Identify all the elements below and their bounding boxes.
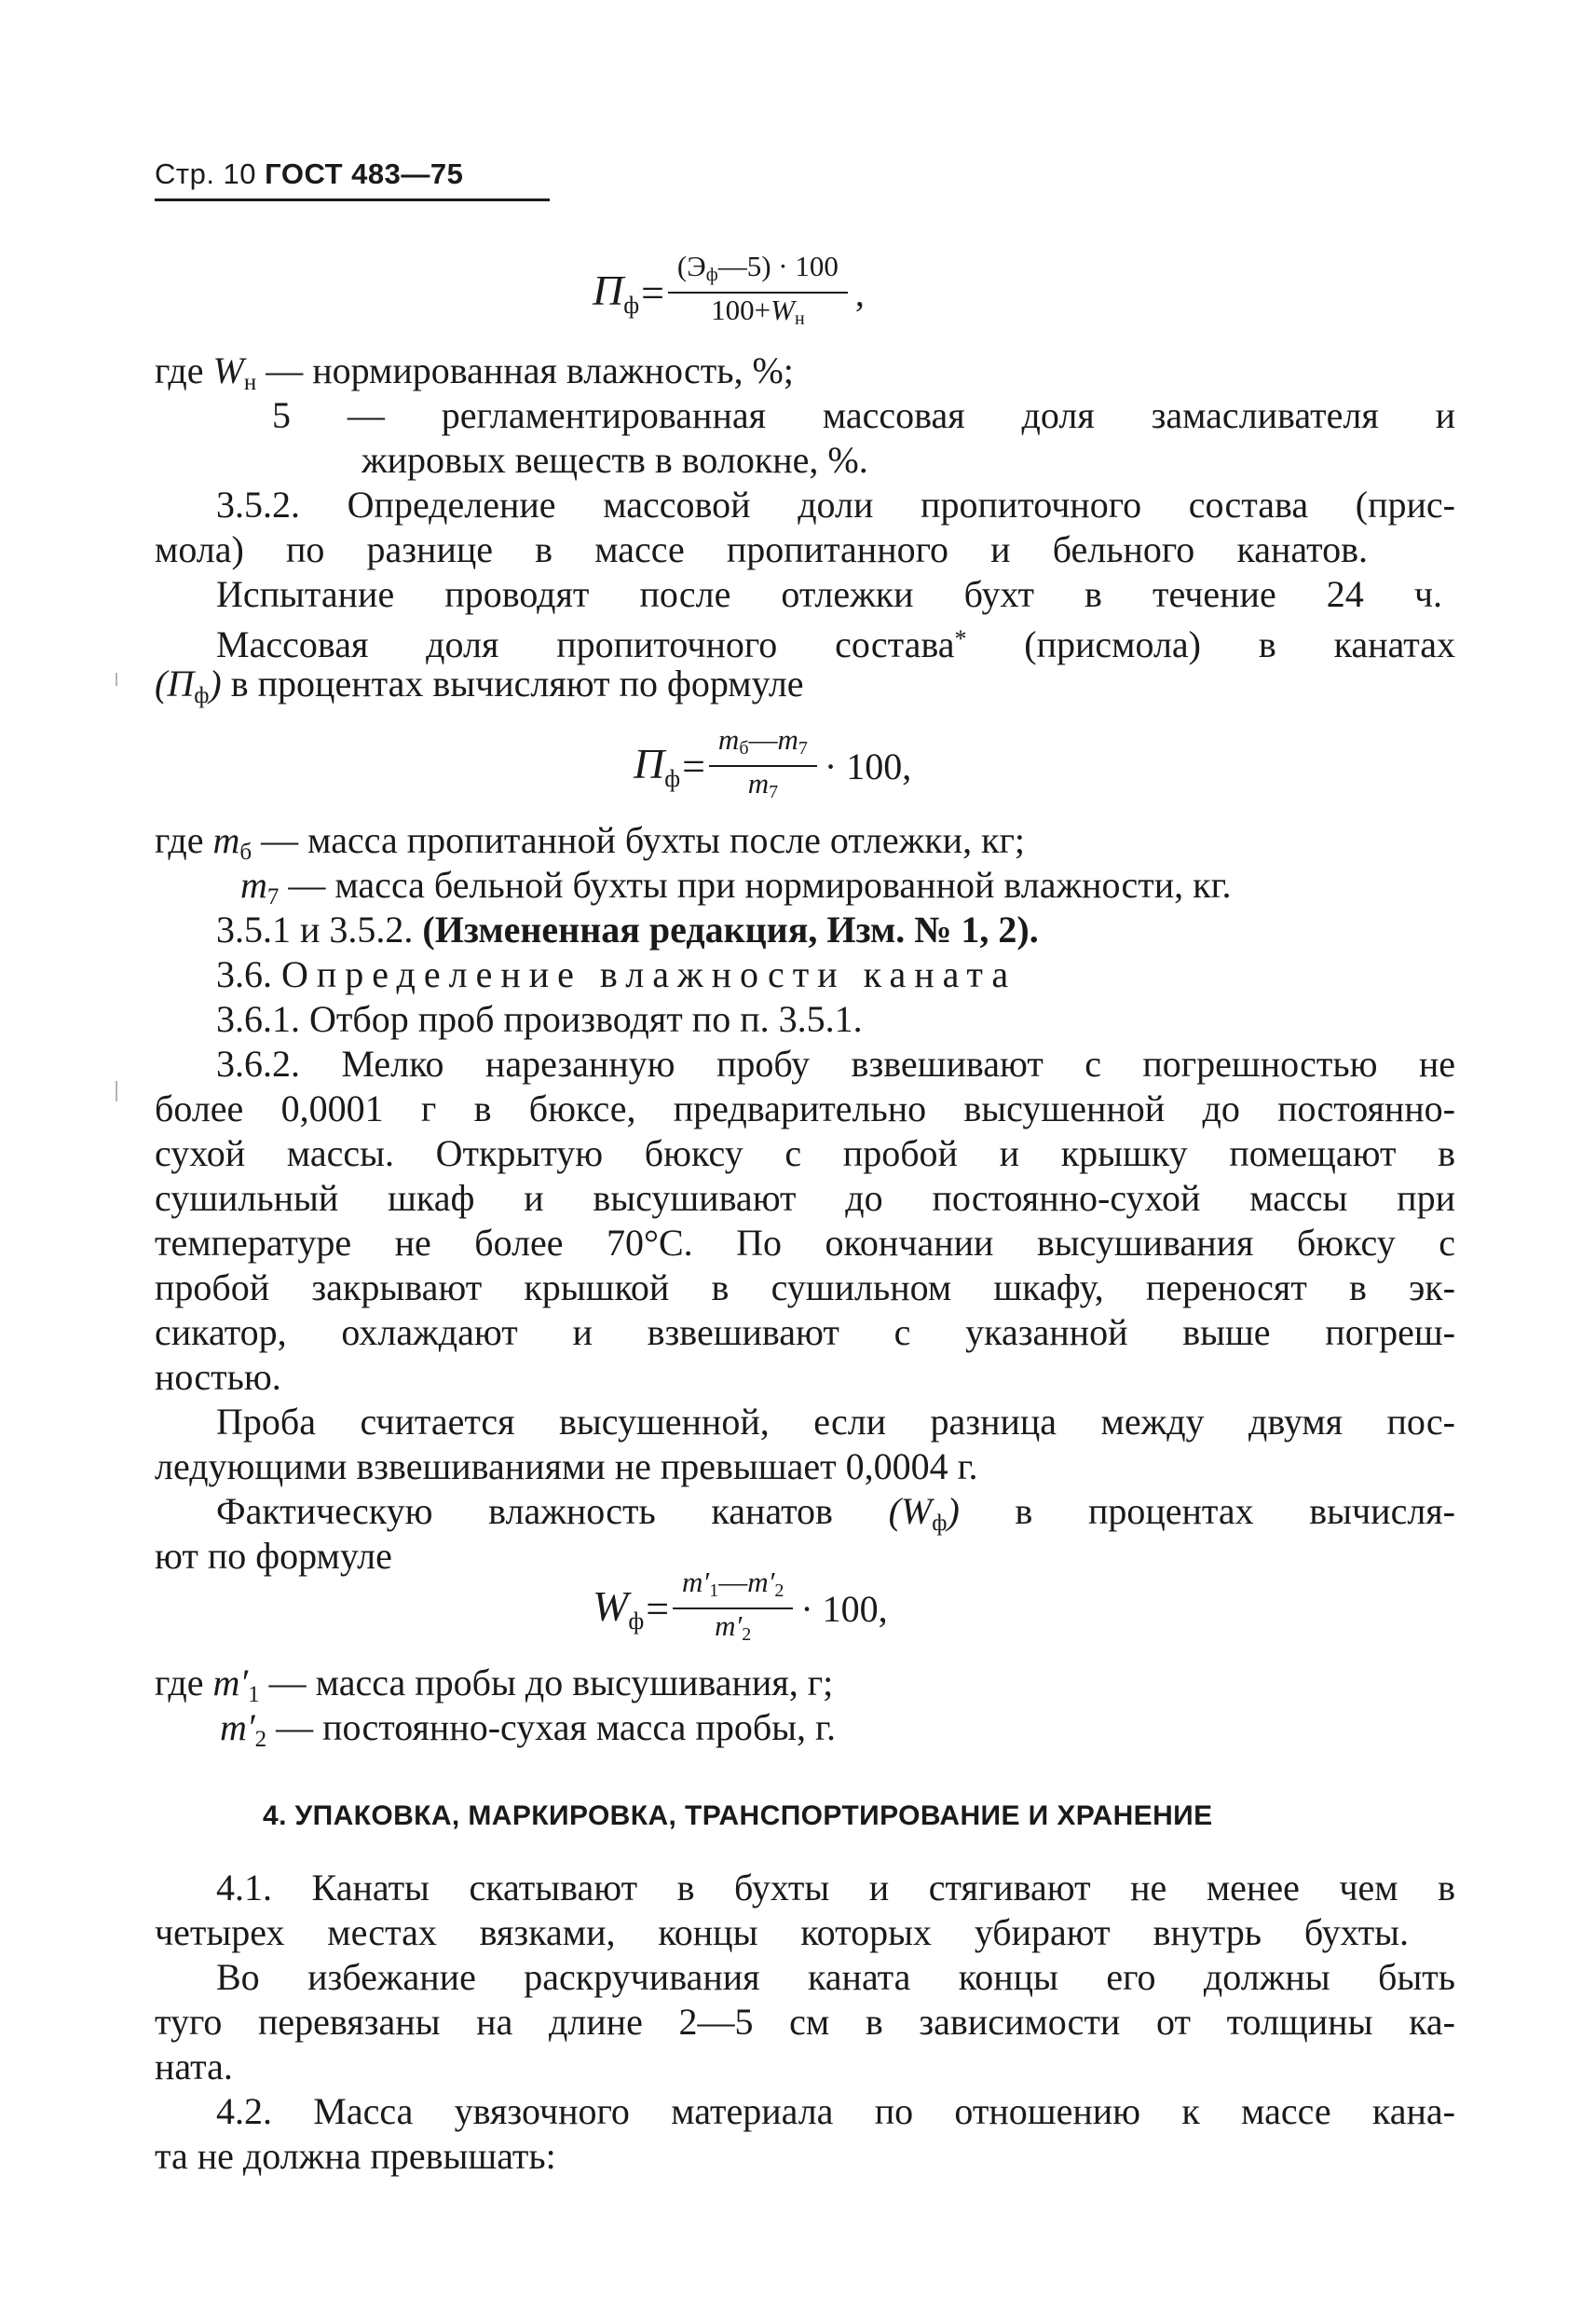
header-rule xyxy=(155,198,550,201)
p362-line-2: более 0,0001 г в бюксе, предварительно высушенной до постоянно- xyxy=(155,1088,1455,1129)
standard-number: ГОСТ 483—75 xyxy=(265,157,464,190)
fraction-numerator: mб—m7 xyxy=(717,723,808,759)
fraction-numerator: m′1—m′2 xyxy=(682,1566,784,1601)
formula-tail: , xyxy=(854,271,865,314)
p362-line-8: ностью. xyxy=(155,1356,281,1398)
p41-line-5: ната. xyxy=(155,2045,233,2087)
page-header xyxy=(155,157,550,201)
formula-lhs: Пф xyxy=(593,267,640,319)
fraction-numerator: (Эф—5) · 100 xyxy=(676,250,839,285)
p-dried-line-1: Проба считается высушенной, если разница между двумя пос- xyxy=(216,1401,1455,1443)
p41-line-4: туго перевязаны на длине 2—5 см в зависимости от толщины ка- xyxy=(155,2001,1455,2043)
p362-line-4: сушильный шкаф и высушивают до постоянно-сухой массы при xyxy=(155,1177,1455,1219)
formula-tail: · 100, xyxy=(824,745,912,787)
p352-line-2: мола) по разнице в массе пропитанного и бельного канатов. xyxy=(155,528,1368,570)
p42-line-2: та не должна превышать: xyxy=(155,2135,556,2177)
where-m6-line: где $m_б$ — масса пропитанной бухты после отлежки, кг; xyxy=(155,819,1026,865)
formula-pf-1 xyxy=(593,250,865,335)
p352-line-5: $(П_ф)$ в процентах вычисляют по формуле xyxy=(155,663,804,708)
p41-line-2: четырех местах вязками, концы которых убирают внутрь бухты. xyxy=(155,1911,1409,1953)
formula-fraction xyxy=(673,1566,793,1651)
p36-title: 3.6. Определение влажности каната xyxy=(216,953,1017,995)
fraction-denominator: m7 xyxy=(747,767,779,802)
p-dried-line-2: ледующими взвешиваниями не превышает 0,0004 г. xyxy=(155,1445,978,1487)
p352-line-1: 3.5.2. Определение массовой доли пропиточного состава (прис- xyxy=(216,484,1455,526)
p362-line-5: температуре не более 70°С. По окончании высушивания бюксу с xyxy=(155,1222,1455,1264)
p362-line-1: 3.6.2. Мелко нарезанную пробу взвешивают с погрешностью не xyxy=(216,1043,1455,1085)
where-five-line-1: 5 — регламентированная массовая доля замасливателя и xyxy=(272,394,1455,436)
p41-line-1: 4.1. Канаты скатывают в бухты и стягивают не менее чем в xyxy=(216,1867,1455,1908)
where-five-line-2: жировых веществ в волокне, %. xyxy=(361,439,868,481)
p41-line-3: Во избежание раскручивания каната концы его должны быть xyxy=(216,1956,1455,1998)
p352-line-3: Испытание проводят после отлежки бухт в течение 24 ч. xyxy=(216,573,1442,615)
where-m7-line: $m_7$ — масса бельной бухты при нормированной влажности, кг. xyxy=(240,864,1232,910)
where-m1-line: где $m'_1$ — масса пробы до высушивания, г; xyxy=(155,1662,834,1707)
header-text xyxy=(155,157,550,192)
formula-fraction xyxy=(709,723,817,809)
fraction-denominator: m′2 xyxy=(715,1609,752,1645)
scan-speck xyxy=(116,1081,117,1101)
p362-line-7: сикатор, охлаждают и взвешивают с указанной выше погреш- xyxy=(155,1311,1455,1353)
section-4-heading: 4. УПАКОВКА, МАРКИРОВКА, ТРАНСПОРТИРОВАНИЕ И ХРАНЕНИЕ xyxy=(263,1800,1213,1831)
fraction-denominator: 100+Wн xyxy=(711,294,805,329)
p42-line-1: 4.2. Масса увязочного материала по отношению к массе кана- xyxy=(216,2090,1455,2132)
page-number: Стр. 10 xyxy=(155,157,257,190)
change-note: 3.5.1 и 3.5.2. (Измененная редакция, Изм. № 1, 2). xyxy=(216,909,1039,951)
p352-line-4: Массовая доля пропиточного состава* (присмола) в канатах xyxy=(216,623,1455,665)
formula-wf xyxy=(593,1566,888,1651)
scan-speck xyxy=(116,673,117,686)
where-wn-line: где $W_н$ — нормированная влажность, %; xyxy=(155,349,794,395)
formula-tail: · 100, xyxy=(800,1587,888,1630)
formula-fraction xyxy=(668,250,848,335)
p361: 3.6.1. Отбор проб производят по п. 3.5.1. xyxy=(216,998,863,1040)
p-moist-line-1: Фактическую влажность канатов $(W_ф)$ в процентах вычисля- xyxy=(216,1490,1455,1536)
formula-equals: = xyxy=(646,1585,670,1632)
p362-line-6: пробой закрывают крышкой в сушильном шкафу, переносят в эк- xyxy=(155,1266,1455,1308)
formula-pf-2 xyxy=(634,723,911,809)
formula-equals: = xyxy=(682,743,705,789)
formula-equals: = xyxy=(641,269,664,316)
where-m2-line: $m'_2$ — постоянно-сухая масса пробы, г. xyxy=(220,1706,836,1752)
formula-lhs: Wф xyxy=(593,1582,645,1635)
p-moist-line-2: ют по формуле xyxy=(155,1535,392,1577)
p362-line-3: сухой массы. Открытую бюксу с пробой и крышку помещают в xyxy=(155,1132,1455,1174)
formula-lhs: Пф xyxy=(634,740,681,792)
